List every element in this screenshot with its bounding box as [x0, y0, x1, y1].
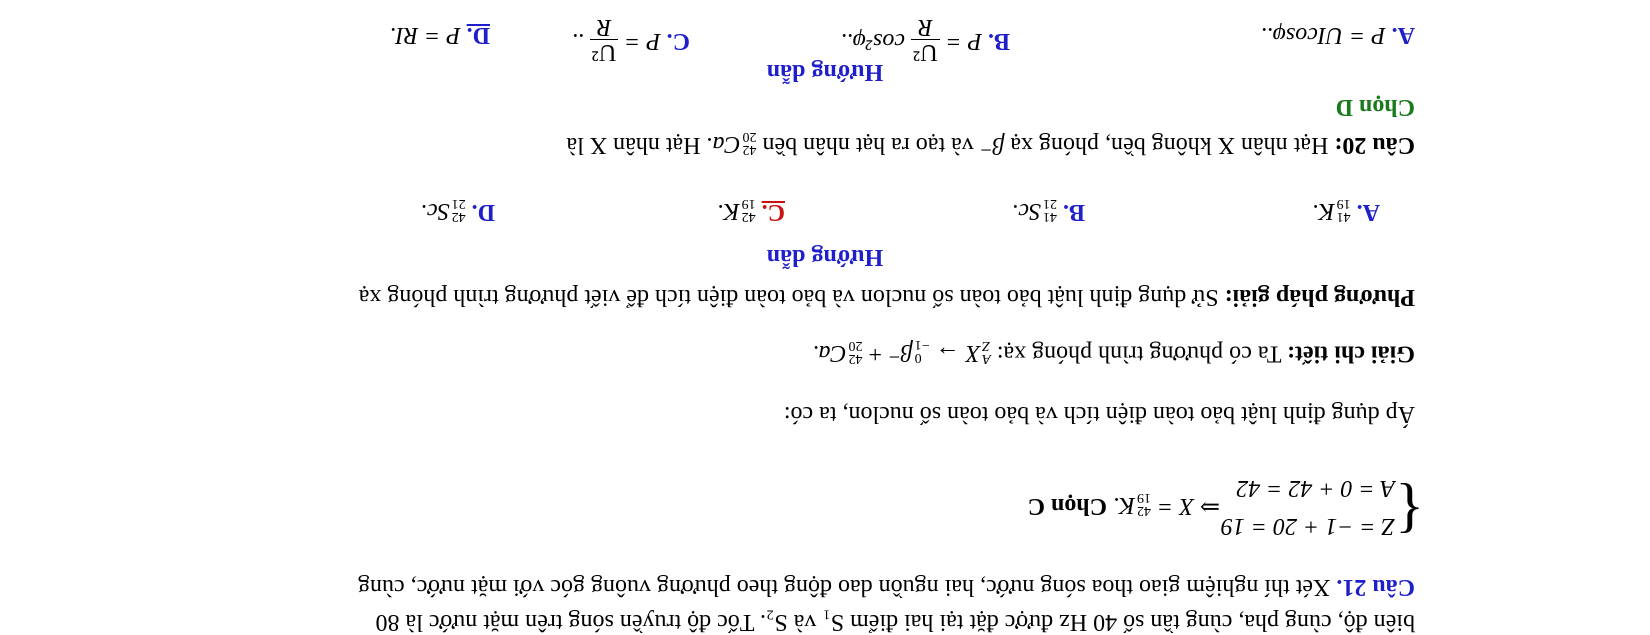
q19-option-b: B. P = U² R cos²φ..	[840, 14, 1010, 65]
nuclide-ca: 42 20 Ca	[712, 128, 757, 158]
result-line: ⇒ X = 42 19 K. Chọn C	[1027, 489, 1220, 519]
q21-line-2: biên độ, cùng pha, cùng tần số 40 Hz được đặt tại hai điểm S₁ và S₂. Tốc độ truyền sóng trên mặt nước là 80	[375, 609, 1415, 635]
detail-paragraph: Giải chi tiết: Ta có phương trình phóng xạ: A Z X → 0 −1 β⁻ + 42 20 Ca.	[812, 336, 1415, 367]
q19-option-c: C. P = U² R ..	[571, 14, 690, 65]
q19-options-row	[0, 0, 1650, 65]
nuclide-beta: 0 −1 β⁻	[888, 336, 930, 365]
q20-guide-heading: Hướng dẫn	[766, 244, 884, 270]
equation-z: Z = −1 + 20 = 19	[1220, 513, 1395, 539]
q20-option-b: B. 41 21 Sc.	[1012, 195, 1085, 225]
q19-option-d: D. P = RI.	[389, 22, 490, 48]
q20-option-a: A. 41 19 K.	[1312, 195, 1380, 225]
nuclide-ca-product: 42 20 Ca.	[812, 337, 863, 366]
fraction: U² R	[913, 14, 938, 65]
q19-guide-heading: Hướng dẫn	[766, 59, 884, 85]
q21-line-1: Câu 21. Xét thí nghiệm giao thoa sóng nước, hai nguồn dao động theo phương vuông góc với mặt nước, cùng	[358, 574, 1415, 600]
equation-a: A = 0 + 42 = 42	[1236, 475, 1395, 501]
fraction: U² R	[591, 14, 617, 65]
q20-option-d: D. 42 21 Sc.	[421, 195, 495, 225]
q20-option-c-correct: C. 42 19 K.	[717, 195, 785, 225]
system-brace: {	[1395, 478, 1424, 544]
q19-option-a: A. P = UIcosφ..	[1260, 22, 1415, 48]
nuclide-x: A Z X	[965, 337, 991, 366]
method-paragraph: Phương pháp giải: Sử dụng định luật bảo toàn số nuclon và bảo toàn điện tích để viết phương trình phóng xạ	[358, 284, 1415, 310]
q19-answer: Chọn D	[1335, 94, 1415, 120]
apply-paragraph: Áp dụng định luật bảo toàn điện tích và bảo toàn số nuclon, ta có:	[783, 401, 1415, 427]
q20-question: Câu 20: Hạt nhân X không bền, phóng xạ β⁻ và tạo ra hạt nhân bền 42 20 Ca. Hạt nhân X là	[566, 128, 1415, 158]
